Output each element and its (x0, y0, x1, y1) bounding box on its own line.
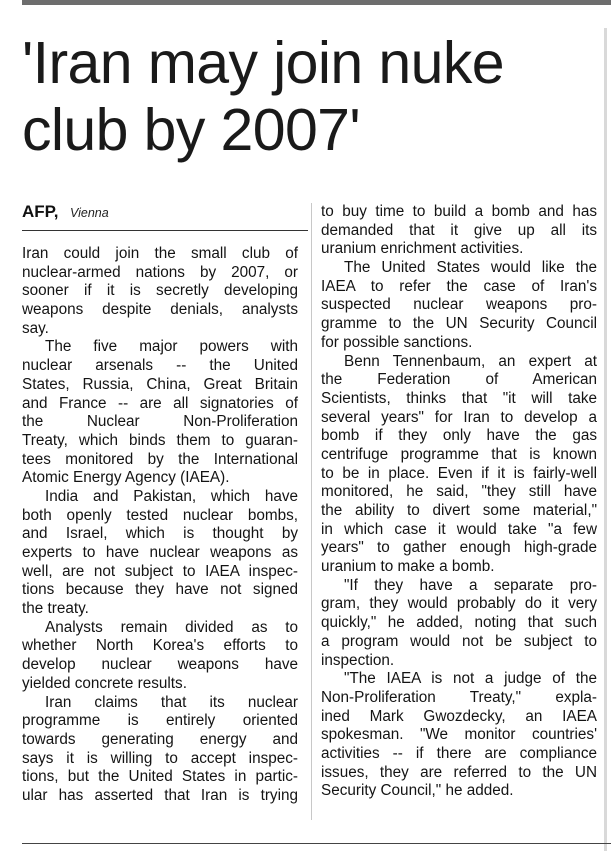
article-line: Atomic Energy Agency (IAEA). (22, 469, 230, 487)
article-line: says it is willing to accept inspec- (22, 749, 298, 767)
article-line: towards generating energy and (22, 730, 298, 748)
article-line: Iran claims that its nuclear (45, 693, 298, 711)
article-line: "If they have a separate pro- (344, 576, 597, 594)
article-line: demanded that it give up all its (321, 221, 597, 239)
article-line: India and Pakistan, which have (45, 487, 298, 505)
article-line: "The IAEA is not a judge of the (344, 670, 597, 688)
article-line: ular has asserted that Iran is trying (22, 786, 298, 804)
article-line: uranium to make a bomb. (321, 558, 495, 576)
article-line: and Israel, which is thought by (22, 525, 298, 543)
article-column-1 (22, 245, 298, 806)
article-line: tees monitored by the International (22, 450, 298, 468)
article-line: spokesman. "We monitor countries' (321, 726, 597, 744)
article-line: uranium enrichment activities. (321, 240, 524, 258)
article-line: gramme to the UN Security Council (321, 315, 597, 333)
article-line: to buy time to build a bomb and has (321, 203, 597, 220)
article-line: Benn Tennenbaum, an expert at (344, 352, 597, 370)
article-line: gram, they would probably do it very (321, 595, 597, 613)
article-column-2 (321, 203, 597, 801)
article-line: experts to have nuclear weapons as (22, 544, 298, 561)
article-line: yielded concrete results. (22, 674, 187, 692)
headline-line-2: club by 2007' (22, 97, 361, 163)
article-line: tions because they have not signed (22, 581, 298, 599)
article-line: several years" for Iran to develop a (321, 408, 597, 426)
article-line: well, are not subject to IAEA inspec- (22, 562, 298, 580)
article-line: years" to gather enough high-grade (321, 539, 597, 557)
top-border-bar (22, 0, 611, 5)
article-line: States, Russia, China, Great Britain (22, 375, 298, 393)
article-line: say. (22, 319, 49, 337)
article-line: The five major powers with (45, 338, 298, 356)
article-line: nuclear-armed nations by 2007, or (22, 263, 298, 281)
article-line: in which case it would take "a few (321, 520, 597, 538)
article-line: Scientists, thinks that "it will take (321, 389, 597, 407)
article-line: the Federation of American (321, 371, 597, 389)
article-line: activities -- if there are compliance (321, 744, 597, 762)
article-line: the Nuclear Non-Proliferation (22, 413, 298, 431)
article-line: a program would not be subject to (321, 632, 597, 650)
article-line: bomb if they only have the gas (321, 427, 597, 445)
article-line: monitored, he said, "they still have (321, 483, 597, 501)
byline (22, 200, 308, 231)
article-line: to be in place. Even if it is fairly-well (321, 464, 597, 482)
article-line: suspected nuclear weapons pro- (321, 296, 597, 314)
article-line: tions, but the United States in partic- (22, 768, 298, 786)
right-margin-rule (604, 28, 607, 851)
headline (22, 30, 602, 164)
article-line: programme is entirely oriented (22, 712, 298, 730)
column-divider (311, 203, 312, 820)
article-line: Treaty, which binds them to guaran- (22, 431, 298, 449)
article-line: nuclear arsenals -- the United (22, 357, 298, 375)
article-line: and France -- are all signatories of (22, 394, 298, 412)
article-line: the ability to divert some material," (321, 502, 597, 519)
article-line: Analysts remain divided as to (45, 618, 298, 636)
article-line: IAEA to refer the case of Iran's (321, 277, 597, 295)
byline-agency: AFP, (22, 202, 59, 221)
article-line: Security Council," he added. (321, 782, 514, 800)
article-line: sooner if it is secretly developing (22, 282, 298, 300)
headline-line-1: 'Iran may join nuke (22, 30, 504, 96)
article-line: issues, they are referred to the UN (321, 763, 597, 781)
bottom-rule (22, 843, 611, 844)
article-line: The United States would like the (344, 259, 597, 277)
article-line: centrifuge programme that is known (321, 445, 597, 463)
article-line: Non-Proliferation Treaty," expla- (321, 688, 597, 706)
article-line: Iran could join the small club of (22, 245, 298, 262)
article-line: for possible sanctions. (321, 333, 473, 351)
article-line: whether North Korea's efforts to (22, 637, 298, 655)
article-line: both openly tested nuclear bombs, (22, 506, 298, 524)
byline-place: Vienna (70, 206, 109, 220)
article-line: quickly," he added, noting that such (321, 614, 597, 632)
article-line: weapons despite denials, analysts (22, 301, 298, 319)
article-line: inspection. (321, 651, 395, 669)
article-line: develop nuclear weapons have (22, 656, 298, 674)
article-line: ined Mark Gwozdecky, an IAEA (321, 707, 597, 725)
article-line: the treaty. (22, 600, 89, 618)
